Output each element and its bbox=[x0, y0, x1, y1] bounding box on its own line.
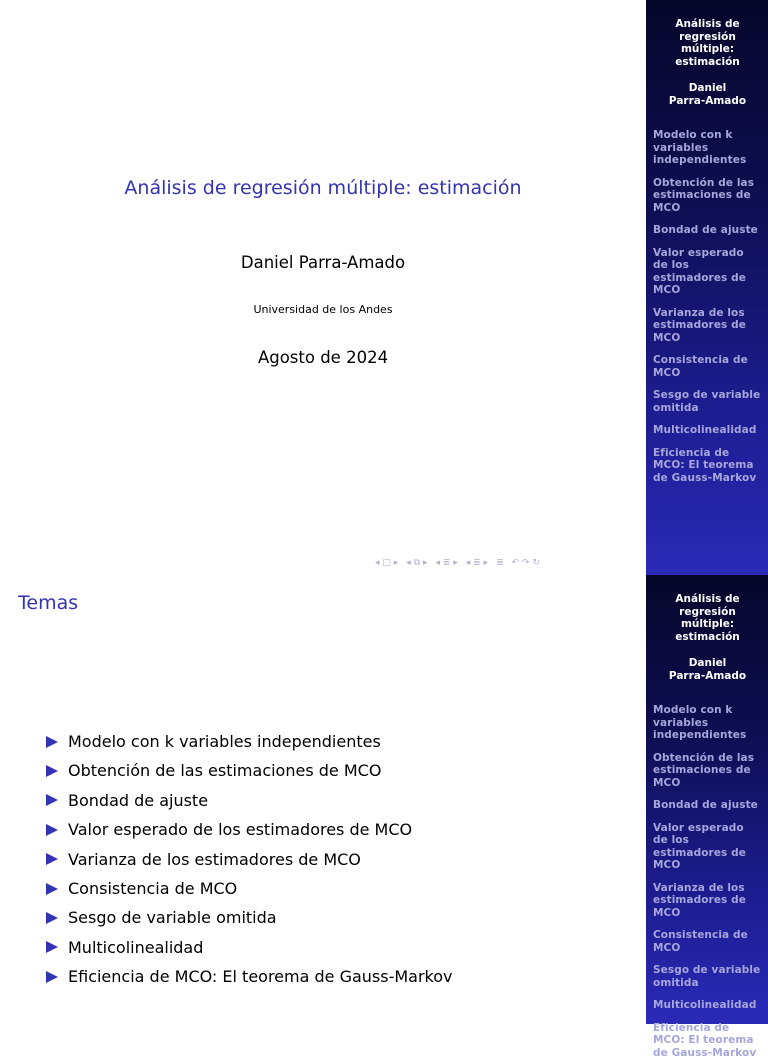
sidebar-nav-list bbox=[653, 129, 762, 484]
sidebar-item-sesgo[interactable]: Sesgo de variable omitida bbox=[653, 389, 762, 414]
presentation-date: Agosto de 2024 bbox=[0, 348, 646, 367]
sidebar-title[interactable]: Análisis de regresión múltiple: estimación bbox=[653, 18, 762, 68]
topic-text: Consistencia de MCO bbox=[68, 874, 237, 903]
sidebar bbox=[646, 0, 768, 575]
sidebar-item-obtencion[interactable]: Obtención de las estimaciones de MCO bbox=[653, 752, 762, 790]
triangle-bullet-icon bbox=[46, 824, 58, 836]
topic-text: Modelo con k variables independientes bbox=[68, 727, 381, 756]
sidebar-item-varianza[interactable]: Varianza de los estimadores de MCO bbox=[653, 882, 762, 920]
sidebar-title[interactable]: Análisis de regresión múltiple: estimación bbox=[653, 593, 762, 643]
list-item bbox=[46, 903, 453, 932]
nav-subsection-icon[interactable]: ◂ ≣ ▸ bbox=[432, 558, 460, 568]
author-name: Daniel Parra-Amado bbox=[0, 253, 646, 272]
sidebar-item-sesgo[interactable]: Sesgo de variable omitida bbox=[653, 964, 762, 989]
sidebar-item-eficiencia[interactable]: Eficiencia de MCO: El teorema de Gauss-Markov bbox=[653, 447, 762, 485]
list-item bbox=[46, 845, 453, 874]
triangle-bullet-icon bbox=[46, 971, 58, 983]
sidebar-item-bondad[interactable]: Bondad de ajuste bbox=[653, 224, 762, 237]
topic-text: Bondad de ajuste bbox=[68, 786, 208, 815]
sidebar-item-valor-esperado[interactable]: Valor esperado de los estimadores de MCO bbox=[653, 822, 762, 872]
nav-frame-icon[interactable]: ◂ ⧉ ▸ bbox=[403, 558, 430, 568]
triangle-bullet-icon bbox=[46, 765, 58, 777]
topic-text: Valor esperado de los estimadores de MCO bbox=[68, 815, 412, 844]
list-item bbox=[46, 933, 453, 962]
topic-text: Multicolinealidad bbox=[68, 933, 203, 962]
sidebar-item-eficiencia[interactable]: Eficiencia de MCO: El teorema de Gauss-Markov bbox=[653, 1022, 762, 1059]
sidebar-item-obtencion[interactable]: Obtención de las estimaciones de MCO bbox=[653, 177, 762, 215]
nav-document-icon[interactable]: ≣ bbox=[493, 558, 507, 568]
presentation-title: Análisis de regresión múltiple: estimación bbox=[0, 177, 646, 199]
institution-name: Universidad de los Andes bbox=[0, 303, 646, 316]
nav-slide-icon[interactable]: ◂ □ ▸ bbox=[372, 558, 401, 568]
topics-list bbox=[46, 727, 453, 992]
beamer-navigation-bar bbox=[372, 556, 543, 570]
list-item bbox=[46, 786, 453, 815]
triangle-bullet-icon bbox=[46, 794, 58, 806]
sidebar-item-multicolinealidad[interactable]: Multicolinealidad bbox=[653, 424, 762, 437]
triangle-bullet-icon bbox=[46, 912, 58, 924]
triangle-bullet-icon bbox=[46, 941, 58, 953]
sidebar bbox=[646, 575, 768, 1024]
sidebar-item-bondad[interactable]: Bondad de ajuste bbox=[653, 799, 762, 812]
triangle-bullet-icon bbox=[46, 736, 58, 748]
sidebar-item-modelo[interactable]: Modelo con k variables independientes bbox=[653, 129, 762, 167]
triangle-bullet-icon bbox=[46, 853, 58, 865]
sidebar-item-consistencia[interactable]: Consistencia de MCO bbox=[653, 354, 762, 379]
sidebar-nav-list bbox=[653, 704, 762, 1059]
topic-text: Sesgo de variable omitida bbox=[68, 903, 277, 932]
nav-back-search-icon[interactable]: ↶ ↷ ↻ bbox=[509, 558, 543, 568]
triangle-bullet-icon bbox=[46, 883, 58, 895]
sidebar-item-valor-esperado[interactable]: Valor esperado de los estimadores de MCO bbox=[653, 247, 762, 297]
list-item bbox=[46, 727, 453, 756]
list-item bbox=[46, 815, 453, 844]
sidebar-author: Daniel Parra-Amado bbox=[653, 82, 762, 107]
nav-section-icon[interactable]: ◂ ≣ ▸ bbox=[463, 558, 491, 568]
sidebar-item-multicolinealidad[interactable]: Multicolinealidad bbox=[653, 999, 762, 1012]
list-item bbox=[46, 962, 453, 991]
frame-title: Temas bbox=[18, 592, 78, 614]
sidebar-item-modelo[interactable]: Modelo con k variables independientes bbox=[653, 704, 762, 742]
list-item bbox=[46, 874, 453, 903]
topic-text: Eficiencia de MCO: El teorema de Gauss-Markov bbox=[68, 962, 453, 991]
sidebar-author: Daniel Parra-Amado bbox=[653, 657, 762, 682]
list-item bbox=[46, 756, 453, 785]
topic-text: Obtención de las estimaciones de MCO bbox=[68, 756, 381, 785]
sidebar-item-consistencia[interactable]: Consistencia de MCO bbox=[653, 929, 762, 954]
sidebar-item-varianza[interactable]: Varianza de los estimadores de MCO bbox=[653, 307, 762, 345]
topic-text: Varianza de los estimadores de MCO bbox=[68, 845, 361, 874]
